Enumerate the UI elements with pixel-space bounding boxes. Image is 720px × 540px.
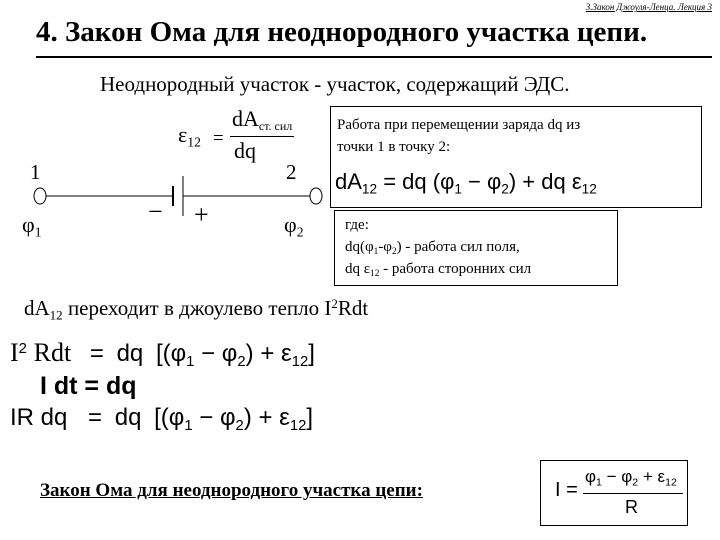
where-box — [334, 210, 618, 286]
final-formula-box — [540, 460, 688, 526]
law-caption: Закон Ома для неоднородного участка цепи: — [40, 480, 423, 501]
phi-1-label: $\varphi_1$ — [22, 212, 42, 240]
title-underline — [36, 56, 712, 58]
equation-3: IR dq = dq $[(\varphi_1 - \varphi_2) + \varepsilon_{12}]$ — [10, 404, 314, 434]
terminal-1 — [34, 188, 46, 204]
final-denominator: R — [625, 497, 638, 517]
emf-definition-equals: = — [213, 128, 224, 149]
battery-minus-sign: − — [148, 197, 163, 226]
joule-statement: $dA_{12}$ переходит в джоулево тепло $I^2Rdt$ — [24, 296, 369, 323]
work-equation: $dA_{12}$ = dq $(\varphi_1 - \varphi_2)$ + dq $\varepsilon_{12}$ — [335, 169, 597, 197]
work-text-line-1: Работа при перемещении заряда dq из — [337, 117, 581, 133]
terminal-2 — [310, 188, 322, 204]
final-current: I = — [555, 479, 578, 501]
equation-1: $I^2$ Rdt = dq $[(\varphi_1 - \varphi_2) + \varepsilon_{12}]$ — [10, 338, 315, 370]
final-numerator: $\varphi_1 - \varphi_2 + \varepsilon_{12}$ — [585, 467, 677, 489]
where-line-2: $dq(\varphi_1-\varphi_2)$ - работа сил поля, — [345, 239, 520, 257]
emf-definition-denominator: dq — [234, 138, 256, 163]
point-2-label: 2 — [286, 160, 297, 184]
definition-text: Неоднородный участок - участок, содержащий ЭДС. — [100, 72, 570, 96]
page-title: 4. Закон Ома для неоднородного участка цепи. — [36, 16, 648, 48]
phi-2-label: $\varphi_2$ — [284, 212, 304, 240]
emf-fraction-line — [230, 136, 294, 137]
lecture-header-note: 3.Закон Джоуля-Ленца. Лекция 3 — [585, 2, 712, 12]
where-line-1: где: — [345, 217, 369, 233]
work-text-line-2: точки 1 в точку 2: — [337, 139, 451, 155]
emf-definition-lhs: $\varepsilon_{12}$ — [178, 122, 201, 150]
where-line-3: dq $\varepsilon_{12}$ - работа сторонних сил — [345, 261, 532, 279]
point-1-label: 1 — [30, 160, 41, 184]
final-fraction-line — [583, 493, 683, 494]
work-box — [330, 106, 702, 208]
equation-2: I dt = dq — [40, 372, 137, 400]
battery-plus-sign: + — [194, 200, 209, 229]
emf-definition-numerator: $dA_{ст. сил}$ — [232, 106, 293, 133]
